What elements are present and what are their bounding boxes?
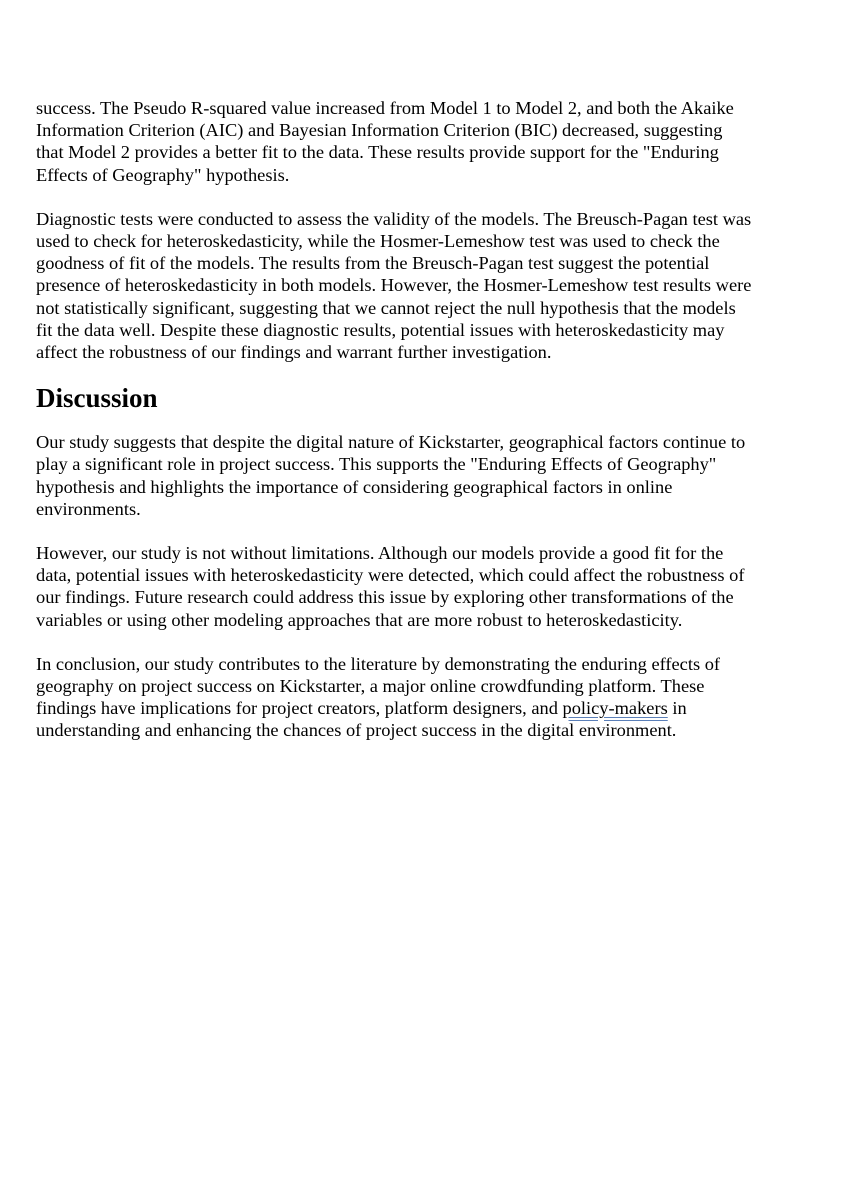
text-line: presence of heteroskedasticity in both models. However, the Hosmer-Lemeshow test results were	[36, 275, 752, 296]
text-line: hypothesis and highlights the importance of considering geographical factors in online	[36, 476, 673, 497]
text-line: goodness of fit of the models. The results from the Breusch-Pagan test suggest the potential	[36, 253, 710, 274]
text-line: Effects of Geography" hypothesis.	[36, 164, 290, 185]
text-segment: findings have implications for project creators, platform designers, and	[36, 698, 563, 719]
text-line: Information Criterion (AIC) and Bayesian Information Criterion (BIC) decreased, suggesting	[36, 120, 723, 141]
paragraph-diagnostics	[36, 208, 796, 363]
text-line: understanding and enhancing the chances of project success in the digital environment.	[36, 720, 677, 741]
text-line: In conclusion, our study contributes to the literature by demonstrating the enduring effects of	[36, 653, 721, 674]
paragraph-limitations	[36, 542, 796, 631]
text-line: However, our study is not without limitations. Although our models provide a good fit for the	[36, 543, 724, 564]
text-line: Our study suggests that despite the digital nature of Kickstarter, geographical factors continue to	[36, 432, 746, 453]
text-line: variables or using other modeling approaches that are more robust to heteroskedasticity.	[36, 609, 683, 630]
paragraph-discussion	[36, 431, 796, 520]
text-line: success. The Pseudo R-squared value increased from Model 1 to Model 2, and both the Akaike	[36, 98, 734, 118]
paragraph-conclusion	[36, 653, 796, 742]
text-line: that Model 2 provides a better fit to the data. These results provide support for the "Enduring	[36, 142, 719, 163]
text-segment: in	[667, 698, 687, 719]
spellcheck-flagged-word[interactable]: policy-makers	[562, 698, 668, 719]
text-line: our findings. Future research could address this issue by exploring other transformations of the	[36, 587, 734, 608]
text-line	[36, 697, 796, 719]
text-line: environments.	[36, 498, 141, 519]
document-page	[36, 97, 796, 764]
text-line: data, potential issues with heteroskedasticity were detected, which could affect the robustness of	[36, 565, 745, 586]
text-line: geography on project success on Kickstarter, a major online crowdfunding platform. These	[36, 676, 705, 697]
text-line: fit the data well. Despite these diagnostic results, potential issues with heteroskedasticity may	[36, 319, 725, 340]
paragraph-results-end	[36, 97, 796, 186]
text-line: play a significant role in project success. This supports the "Enduring Effects of Geography"	[36, 454, 717, 475]
text-line: used to check for heteroskedasticity, while the Hosmer-Lemeshow test was used to check the	[36, 231, 720, 252]
text-line: affect the robustness of our findings and warrant further investigation.	[36, 342, 552, 363]
section-heading-discussion: Discussion	[36, 383, 158, 414]
text-line: Diagnostic tests were conducted to assess the validity of the models. The Breusch-Pagan test was	[36, 208, 752, 229]
text-line: not statistically significant, suggesting that we cannot reject the null hypothesis that the models	[36, 297, 736, 318]
